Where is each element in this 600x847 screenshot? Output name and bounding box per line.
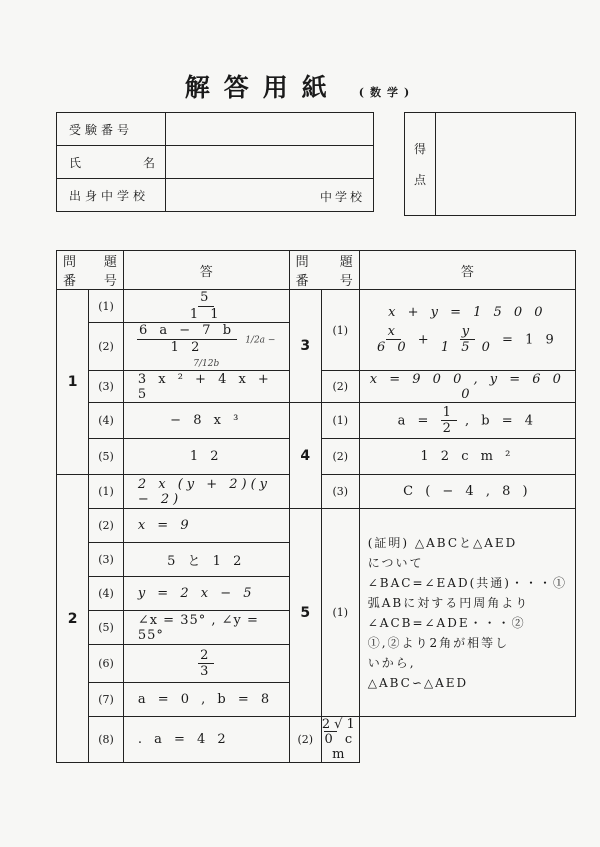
sub-number: (3) [89,543,124,577]
radical-sign: √ [334,717,347,733]
header-text: 問 [63,255,77,270]
name-label-1: 氏 [69,155,82,170]
score-box [404,112,576,216]
answer-5-1-proof [359,509,575,717]
answer-1-5: 1 2 [123,439,289,475]
sub-number: (8) [89,717,124,763]
answer-4-1 [359,403,575,439]
fraction [198,648,214,680]
fraction [190,290,223,322]
sub-number: (1) [321,509,359,717]
radical-coefficient: 2 [321,717,335,733]
sub-number: (1) [321,290,359,371]
table-row [57,509,576,543]
proof-line: 弧ABに対する円周角より [367,595,530,610]
answer-2-4: y = 2 x − 5 [123,577,289,611]
sub-number: (1) [89,290,124,323]
sub-number: (6) [89,645,124,683]
name-field[interactable] [166,146,374,179]
fraction-denominator: 1 2 [170,339,204,355]
sub-number: (4) [89,577,124,611]
exam-number-field[interactable] [166,113,374,146]
answer-1-2 [123,323,289,371]
fraction-denominator: 1 1 [189,306,223,322]
table-row [57,717,576,763]
header-text: 番 [63,274,77,289]
equation-line-2 [360,324,575,356]
fraction-numerator: 5 [200,290,213,305]
proof-line: について [367,555,424,570]
radicand: 1 0 [324,717,359,748]
header-question-right [289,251,359,290]
answer-1-4: − 8 x ³ [123,403,289,439]
sub-number: (2) [89,323,124,371]
title-main: 解答用紙 [184,73,341,102]
answer-table [56,250,576,763]
header-row [57,251,576,290]
exam-number-label: 受験番号 [57,113,166,146]
header-answer-left: 答 [123,251,289,290]
header-text: 題 [103,255,117,270]
question-2-number: 2 [57,475,89,763]
answer-1-1 [123,290,289,323]
fraction-numerator: x [387,323,399,339]
name-label-2: 名 [142,155,155,170]
sub-number: (7) [89,683,124,717]
fraction [441,405,457,437]
proof-line: (証明) △ABCと△AED [367,535,518,550]
answer-3-1 [359,290,575,371]
sub-number: (3) [321,475,359,509]
sub-number: (2) [321,439,359,475]
fraction-denominator: 3 [200,664,213,680]
candidate-info-table [56,112,374,212]
sub-number: (2) [89,509,124,543]
title-subject: (数学) [358,86,416,99]
answer-2-6 [123,645,289,683]
score-label-top: 得 [413,142,426,156]
answer-5-2 [321,717,359,763]
sub-number: (1) [321,403,359,439]
sub-number: (4) [89,403,124,439]
proof-line: ∠BAC=∠EAD(共通)・・・① [367,575,567,590]
table-row [57,290,576,323]
equals-value: = 1 9 [502,332,558,348]
fraction-denominator: 6 0 [376,340,410,356]
proof-line: ∠ACB=∠ADE・・・② [367,615,526,630]
table-row [57,403,576,439]
sub-number: (2) [321,371,359,403]
sub-number: (5) [89,611,124,645]
page-title [0,68,600,104]
answer-2-3: 5 と 1 2 [123,543,289,577]
fraction-numerator: 1 [442,404,455,420]
name-label [57,146,166,179]
fraction [377,324,410,356]
answer-2-1: 2 x (y + 2)(y − 2) [123,475,289,509]
sub-number: (3) [89,371,124,403]
school-label: 出身中学校 [57,179,166,212]
plus-sign: + [417,332,433,348]
proof-line: △ABC∽△AED [367,675,469,690]
header-text: 番 [295,274,309,289]
sub-number: (1) [89,475,124,509]
answer-2-2: x = 9 [123,509,289,543]
header-text: 号 [103,274,117,289]
answer-2-5: ∠x = 35° , ∠y = 55° [123,611,289,645]
answer-prefix: a = [397,413,433,429]
answer-1-3: 3 x ² + 4 x + 5 [123,371,289,403]
question-1-number: 1 [57,290,89,475]
handwritten-note: 1/2a − 7/12b [193,335,276,370]
answer-4-3: C ( − 4 , 8 ) [359,475,575,509]
fraction-numerator: y [461,323,474,339]
answer-2-7: a = 0 , b = 8 [123,683,289,717]
fraction-numerator: 2 [200,647,213,663]
question-4-number: 4 [289,403,321,509]
header-text: 題 [339,255,353,270]
equation-line-1: x + y = 1 5 0 0 [388,304,547,320]
question-5-number: 5 [289,509,321,717]
unit: c m [332,732,357,763]
school-suffix: 中学校 [319,190,365,204]
answer-4-2: 1 2 c m ² [359,439,575,475]
score-label [405,113,436,216]
score-field[interactable] [436,113,576,216]
fraction [137,323,237,355]
fraction-denominator: 1 5 0 [440,340,494,356]
header-answer-right: 答 [359,251,575,290]
proof-line: ①,②より2角が相等し [367,635,510,650]
score-label-bottom: 点 [413,173,426,187]
answer-3-2: x = 9 0 0 , y = 6 0 0 [359,371,575,403]
fraction-numerator: 6 a − 7 b [139,323,236,339]
sub-number: (5) [89,439,124,475]
answer-2-8: . a = 4 2 [123,717,289,763]
proof-line: いから, [367,655,416,670]
fraction [441,324,494,356]
question-3-number: 3 [289,290,321,403]
sub-number: (2) [289,717,321,763]
header-question-left [57,251,124,290]
header-text: 号 [339,274,353,289]
school-field[interactable] [166,179,374,212]
header-text: 問 [295,255,309,270]
fraction-denominator: 2 [442,421,455,437]
answer-suffix: , b = 4 [465,413,538,429]
